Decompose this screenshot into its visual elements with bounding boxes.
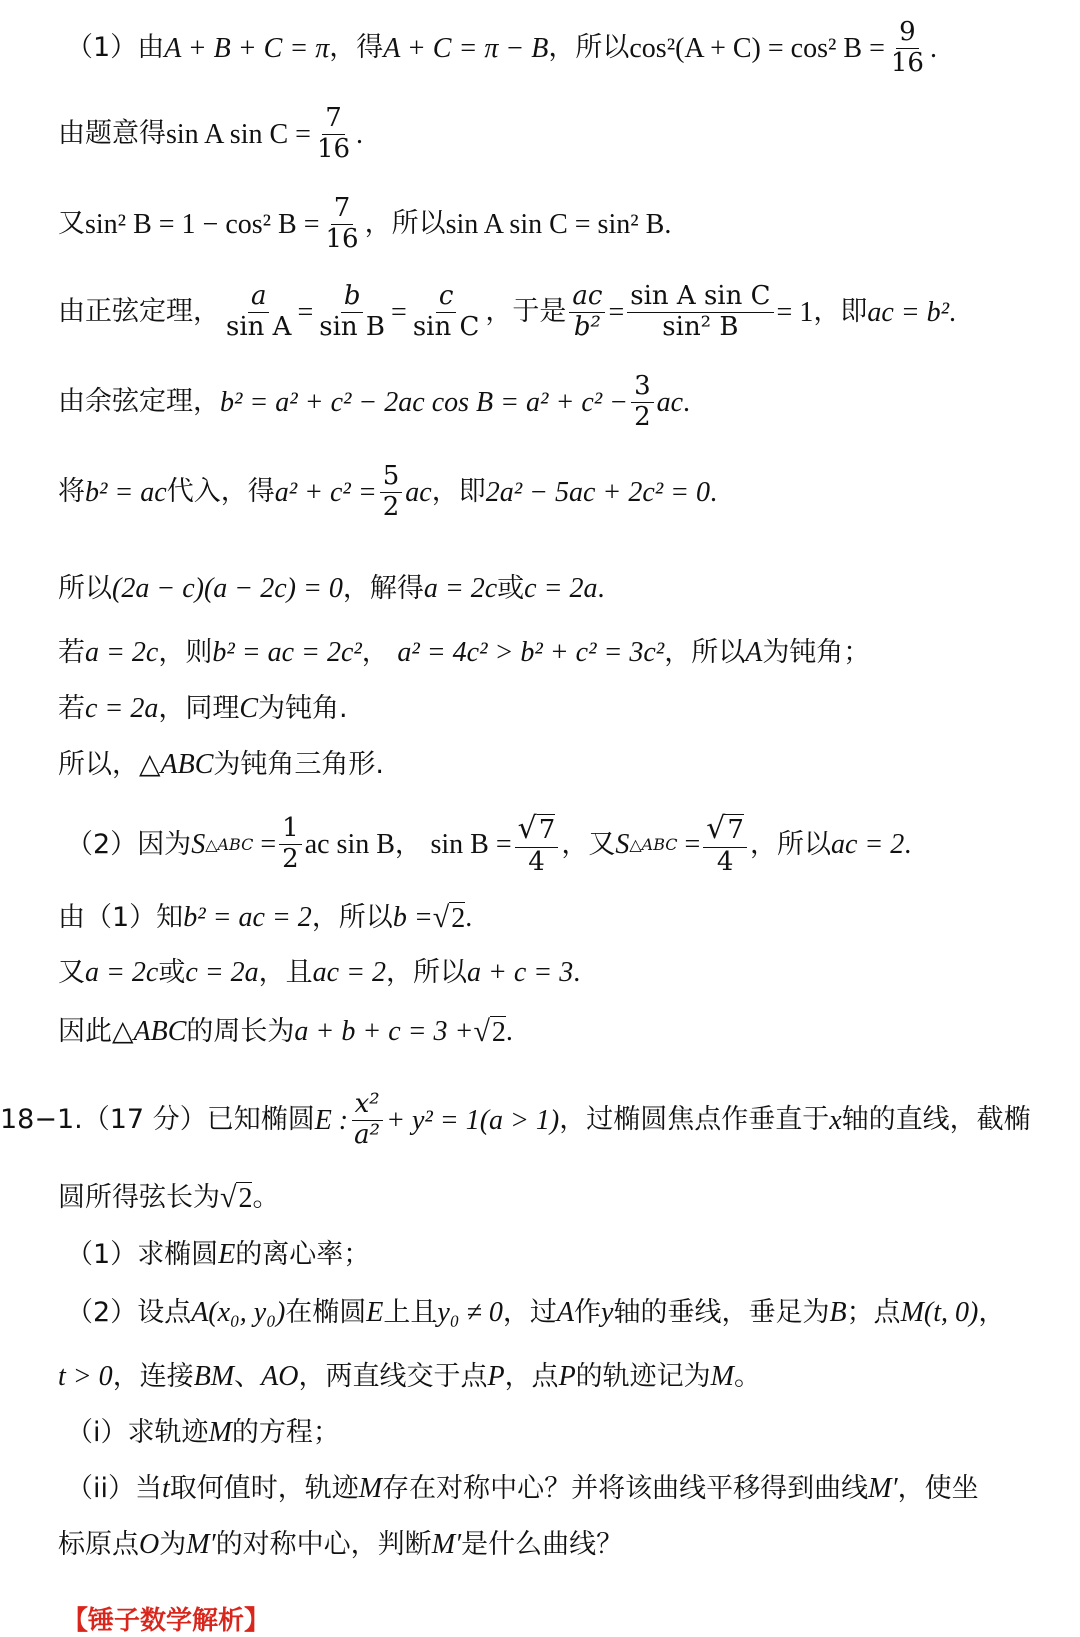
solution-line-12: 由（1）知 b² = ac = 2 ，所以 b = √2 .	[58, 901, 473, 934]
solution-line-13: 又 a = 2c 或 c = 2a ，且 ac = 2 ，所以 a + c = 3 .	[58, 956, 581, 988]
fraction: $\frac{7}{16}$	[325, 193, 359, 254]
problem-question-2-cont: t > 0 ，连接 BM 、 AO ，两直线交于点 P ，点 P 的轨迹记为 M 。	[58, 1360, 761, 1392]
solution-line-11: （2） 因为 S △ABC = $\frac{1}{2}$ ac sin B ， sin B = $\frac{√7}{4}$ ，又 S △ABC = $\frac{√7}{4}$ ，所以 ac = 2 .	[66, 811, 912, 877]
solution-line-5: 由余弦定理， b² = a² + c² − 2ac cos B = a² + c² − $\frac{3}{2}$ ac .	[58, 371, 691, 432]
fraction: $\frac{a}{\text{sin A}}$	[226, 281, 292, 342]
problem-line-1: 18−1. （17 分） 已知椭圆 E : $\frac{\text{x²}}{\text{a²}}$ + y² = 1(a > 1) ，过椭圆焦点作垂直于 x 轴的直线，截椭	[0, 1089, 1031, 1150]
source-label: 【锤子数学解析】	[62, 1606, 271, 1636]
problem-question-2: （2） 设点 A(x₀, y₀) 在椭圆 E 上且 y₀ ≠ 0 ，过 A 作 y 轴的垂线，垂足为 B ；点 M(t, 0) ，	[66, 1296, 1006, 1328]
fraction: $\frac{9}{16}$	[890, 17, 924, 78]
problem-question-ii-cont: 标原点 O 为 M′ 的对称中心，判断 M′ 是什么曲线？	[58, 1528, 624, 1560]
solution-line-8: 若 a = 2c ，则 b² = ac = 2c² ， a² = 4c² > b² + c² = 3c² ，所以 A 为钝角；	[58, 636, 871, 668]
problem-question-ii: （ii） 当 t 取何值时，轨迹 M 存在对称中心？并将该曲线平移得到曲线 M′ ，使坐	[66, 1472, 979, 1504]
problem-number: 18−1.	[0, 1104, 83, 1136]
solution-line-10: 所以， △ABC 为钝角三角形.	[58, 748, 385, 780]
problem-score: （17 分）	[82, 1104, 207, 1136]
fraction: $\frac{b}{\text{sin B}}$	[319, 281, 386, 342]
fraction: $\frac{√7}{4}$	[703, 812, 747, 877]
solution-line-4: 由正弦定理， $\frac{a}{\text{sin A}}$ = $\frac{b}{\text{sin B}}$ = $\frac{c}{\text{sin C}}$ ，于是 $\frac{ac}{\text{b²}}$ = $\frac{\text{sin A sin C}}{\text{sin² B}}$ = 1 ，即 ac = b² .	[58, 281, 957, 342]
part1-label: （1）	[66, 32, 138, 64]
problem-question-1: （1） 求椭圆 E 的离心率；	[66, 1238, 371, 1270]
solution-line-1: （1） 由 A + B + C = π ，得 A + C = π − B ，所以 cos²(A + C) = cos² B = $\frac{9}{16}$ .	[66, 17, 937, 78]
solution-line-3: 又 sin² B = 1 − cos² B = $\frac{7}{16}$ ，所以 sin A sin C = sin² B .	[58, 193, 672, 254]
problem-line-2: 圆所得弦长为 √2 。	[58, 1181, 280, 1214]
fraction: $\frac{ac}{\text{b²}}$	[569, 282, 605, 343]
fraction: $\frac{3}{2}$	[631, 372, 654, 433]
solution-line-9: 若 c = 2a ，同理 C 为钝角.	[58, 692, 348, 724]
part2-label: （2）	[66, 828, 138, 860]
fraction: $\frac{1}{2}$	[279, 814, 302, 875]
solution-line-6: 将 b² = ac 代入，得 a² + c² = $\frac{5}{2}$ ac ，即 2a² − 5ac + 2c² = 0 .	[58, 461, 718, 522]
fraction: $\frac{c}{\text{sin C}}$	[412, 281, 480, 342]
problem-question-i: （i） 求轨迹 M 的方程；	[66, 1416, 340, 1448]
solution-line-14: 因此 △ABC 的周长为 a + b + c = 3 + √2 .	[58, 1015, 513, 1048]
solution-line-2: 由题意得 sin A sin C = $\frac{7}{16}$ .	[58, 103, 364, 164]
solution-line-7: 所以 (2a − c)(a − 2c) = 0 ，解得 a = 2c 或 c = 2a .	[58, 572, 605, 604]
fraction: $\frac{\text{sin A sin C}}{\text{sin² B}}$	[627, 282, 773, 343]
fraction: $\frac{5}{2}$	[380, 462, 403, 523]
fraction: $\frac{\text{x²}}{\text{a²}}$	[351, 1090, 383, 1151]
fraction: $\frac{√7}{4}$	[515, 812, 559, 877]
fraction: $\frac{7}{16}$	[316, 103, 351, 164]
